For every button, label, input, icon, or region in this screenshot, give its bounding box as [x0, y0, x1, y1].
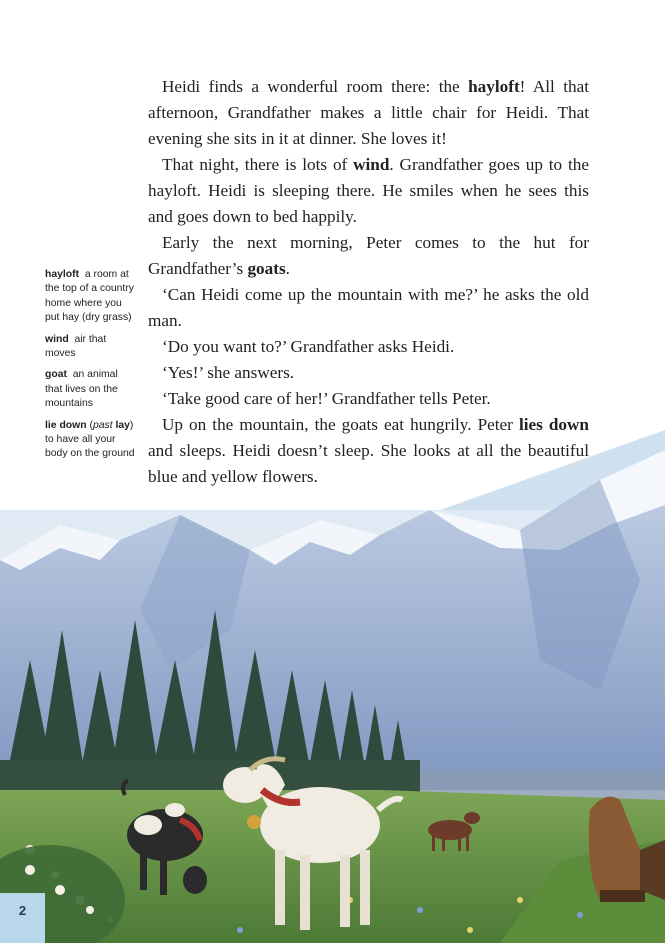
- story-paragraph: [148, 74, 589, 152]
- glossary-term-highlight: goats: [247, 259, 286, 278]
- glossary-definition: to have all your body on the ground: [45, 434, 135, 460]
- illustration: [0, 430, 665, 943]
- glossary-entry: [45, 333, 137, 362]
- story-text-run: ‘Can Heidi come up the mountain with me?’ he asks the old man.: [148, 285, 589, 330]
- flower: [86, 906, 94, 914]
- glossary-term: lie down: [45, 419, 87, 431]
- story-text-run: Early the next morning, Peter comes to the hut for Grandfather’s: [148, 233, 589, 278]
- glossary-note-label: past: [92, 419, 113, 431]
- page-number: 2: [18, 903, 27, 918]
- story-paragraph: [148, 152, 589, 230]
- glossary-term: wind: [45, 333, 69, 345]
- glossary-definition: air that moves: [45, 333, 107, 360]
- glossary-entry: [45, 268, 137, 326]
- story-text-run: Up on the mountain, the goats eat hungrily. Peter: [162, 415, 519, 434]
- glossary-entry: lie down (past lay) to have all your body on the ground: [45, 419, 135, 460]
- story-paragraph: [148, 230, 589, 282]
- story-text-run: ‘Do you want to?’ Grandfather asks Heidi.: [162, 337, 455, 356]
- story-text-run: . Grandfather goes up to the hayloft. Heidi is sleeping there. He smiles when he sees this and goes down to bed happily.: [148, 155, 589, 226]
- glossary-term: goat: [45, 369, 67, 381]
- glossary-term-highlight: lies down: [518, 415, 589, 434]
- flower: [25, 865, 35, 875]
- mountain-meadow-illustration: [0, 430, 665, 943]
- glossary-definition: an animal that lives on the mountains: [45, 369, 118, 410]
- story-text-run: ‘Yes!’ she answers.: [162, 363, 295, 382]
- glossary-entry: [45, 368, 137, 411]
- story-paragraph: [148, 282, 589, 334]
- story-text-run: ‘Take good care of her!’ Grandfather tells Peter.: [162, 389, 491, 408]
- story-paragraph: [148, 334, 589, 360]
- story-text-run: ! All that afternoon, Grandfather makes a little chair for Heidi. That evening she sits in it at dinner. She loves it!: [148, 77, 590, 148]
- glossary-term: hayloft: [45, 269, 80, 280]
- glossary-note-form: lay: [115, 419, 130, 431]
- story-text-run: Heidi finds a wonderful room there: the: [162, 77, 469, 96]
- story-text-run: .: [285, 259, 290, 278]
- flower: [55, 885, 65, 895]
- glossary-term-highlight: hayloft: [468, 77, 520, 96]
- story-paragraph: [148, 386, 589, 412]
- story-paragraph: [148, 360, 589, 386]
- glossary-definition: a room at the top of a country home where you put hay (dry grass): [45, 269, 134, 324]
- story-text: [148, 74, 589, 490]
- glossary-term-highlight: wind: [353, 155, 390, 174]
- story-text-run: and sleeps. Heidi doesn’t sleep. She looks at all the beautiful blue and yellow flowers.: [148, 441, 589, 486]
- story-text-run: That night, there is lots of: [162, 155, 354, 174]
